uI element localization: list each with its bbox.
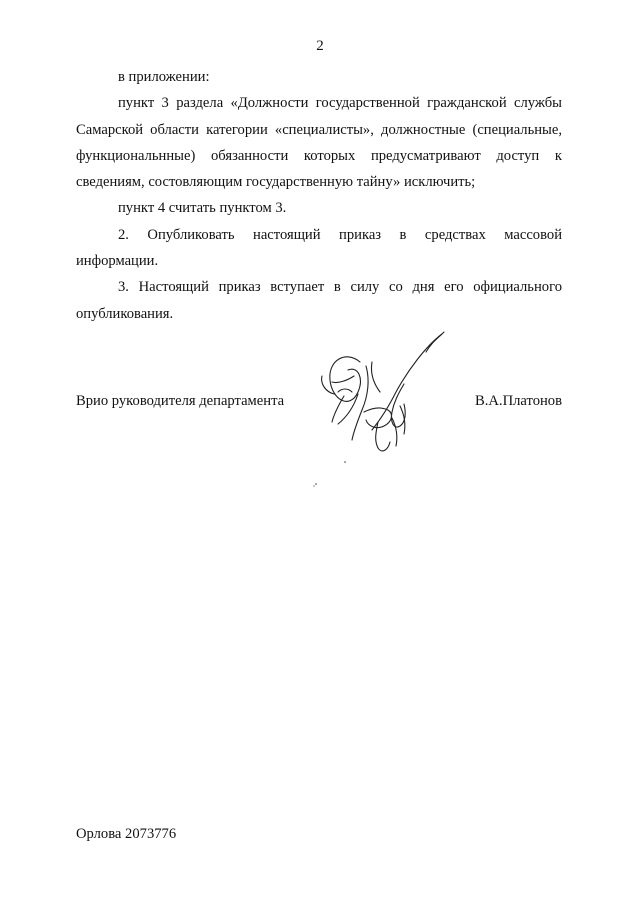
paragraph-appendix-intro xyxy=(76,64,562,90)
paragraph-line: Самарской области категории «специалисты», должностные (специальные, xyxy=(76,121,562,138)
signatory-name: В.А.Платонов xyxy=(475,393,562,409)
paragraph-text: в приложении: xyxy=(118,69,210,85)
paragraph-item-3-exclusion xyxy=(76,90,562,195)
document-body xyxy=(76,64,562,327)
paragraph-effective xyxy=(76,274,562,327)
page-number: 2 xyxy=(316,38,324,54)
paragraph-line: информации. xyxy=(76,253,159,270)
paragraph-publish xyxy=(76,222,562,275)
paragraph-line: 2. Опубликовать настоящий приказ в средствах массовой xyxy=(118,226,562,243)
paragraph-line: сведениям, состовляющим государственную тайну» исключить; xyxy=(76,174,476,191)
paragraph-line: функциональнные) обязанности которых предусматривают доступ к xyxy=(76,147,562,164)
paragraph-text: пункт 4 считать пунктом 3. xyxy=(118,200,287,217)
paragraph-line: 3. Настоящий приказ вступает в силу со дня его официального xyxy=(118,279,562,296)
executor-contact: Орлова 2073776 xyxy=(76,826,177,842)
paragraph-line: пункт 3 раздела «Должности государственной гражданской службы xyxy=(118,95,562,112)
paragraph-line: опубликования. xyxy=(76,305,174,322)
paragraph-item-4-renumber xyxy=(76,195,562,221)
signature-block xyxy=(76,393,562,417)
signatory-position: Врио руководителя департамента xyxy=(76,393,285,409)
